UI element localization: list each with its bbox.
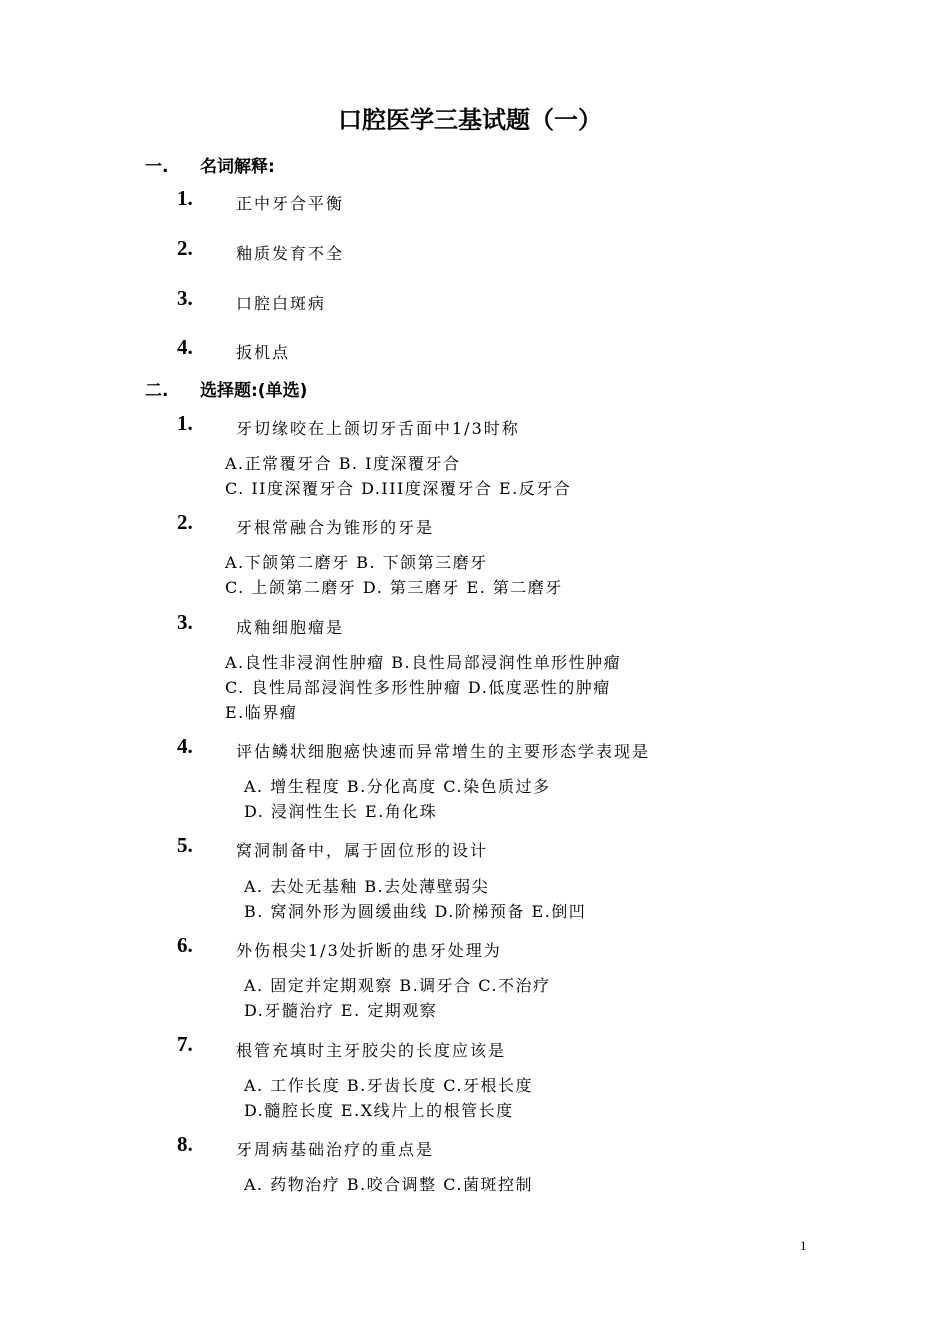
term-3-text: 口腔白斑病 [236, 294, 327, 313]
question-2-text: 牙根常融合为锥形的牙是 [236, 518, 435, 537]
question-4-options-line-1: A. 增生程度 B.分化高度 C.染色质过多 [244, 777, 551, 796]
question-4-text: 评估鳞状细胞癌快速而异常增生的主要形态学表现是 [236, 742, 651, 761]
question-7-options-line-2: D.髓腔长度 E.X线片上的根管长度 [244, 1101, 514, 1120]
section-1-heading: 名词解释: [200, 157, 275, 177]
term-1-number: 1. [177, 186, 193, 210]
question-3-number: 3. [177, 610, 193, 634]
question-8-options-line-1: A. 药物治疗 B.咬合调整 C.菌斑控制 [244, 1175, 534, 1194]
question-5-options-line-1: A. 去处无基釉 B.去处薄壁弱尖 [244, 877, 490, 896]
question-5-options-line-2: B. 窝洞外形为圆缓曲线 D.阶梯预备 E.倒凹 [244, 902, 587, 921]
term-2-number: 2. [177, 236, 193, 260]
page-number: 1 [800, 1238, 807, 1253]
question-2-options-line-2: C. 上颌第二磨牙 D. 第三磨牙 E. 第二磨牙 [225, 578, 563, 597]
question-7-options-line-1: A. 工作长度 B.牙齿长度 C.牙根长度 [244, 1076, 534, 1095]
question-4-options-line-2: D. 浸润性生长 E.角化珠 [244, 802, 438, 821]
page-title: 口腔医学三基试题（一） [338, 106, 602, 134]
question-1-options-line-1: A.正常覆牙合 B. I度深覆牙合 [225, 454, 461, 473]
term-1-text: 正中牙合平衡 [236, 194, 345, 213]
question-8-number: 8. [177, 1132, 193, 1156]
question-6-options-line-1: A. 固定并定期观察 B.调牙合 C.不治疗 [244, 976, 551, 995]
question-5-text: 窝洞制备中，属于固位形的设计 [236, 841, 489, 860]
term-2-text: 釉质发育不全 [236, 244, 345, 263]
section-2-number: 二. [145, 381, 169, 401]
question-6-options-line-2: D.牙髓治疗 E. 定期观察 [244, 1001, 438, 1020]
question-6-text: 外伤根尖1/3处折断的患牙处理为 [236, 941, 502, 960]
question-8-text: 牙周病基础治疗的重点是 [236, 1140, 435, 1159]
question-4-number: 4. [177, 734, 193, 758]
term-4-number: 4. [177, 335, 193, 359]
question-1-options-line-2: C. II度深覆牙合 D.III度深覆牙合 E.反牙合 [225, 479, 572, 498]
term-4-text: 扳机点 [236, 343, 291, 362]
section-1-number: 一. [145, 157, 169, 177]
question-3-options-line-3: E.临界瘤 [225, 703, 298, 722]
question-6-number: 6. [177, 933, 193, 957]
question-2-number: 2. [177, 510, 193, 534]
question-1-number: 1. [177, 411, 193, 435]
question-3-options-line-2: C. 良性局部浸润性多形性肿瘤 D.低度恶性的肿瘤 [225, 678, 611, 697]
question-5-number: 5. [177, 833, 193, 857]
question-7-number: 7. [177, 1032, 193, 1056]
question-1-text: 牙切缘咬在上颌切牙舌面中1/3时称 [236, 419, 520, 438]
question-7-text: 根管充填时主牙胶尖的长度应该是 [236, 1041, 507, 1060]
term-3-number: 3. [177, 286, 193, 310]
section-2-heading: 选择题:(单选) [200, 381, 308, 401]
question-3-text: 成釉细胞瘤是 [236, 618, 345, 637]
question-3-options-line-1: A.良性非浸润性肿瘤 B.良性局部浸润性单形性肿瘤 [225, 653, 622, 672]
question-2-options-line-1: A.下颌第二磨牙 B. 下颌第三磨牙 [225, 553, 488, 572]
